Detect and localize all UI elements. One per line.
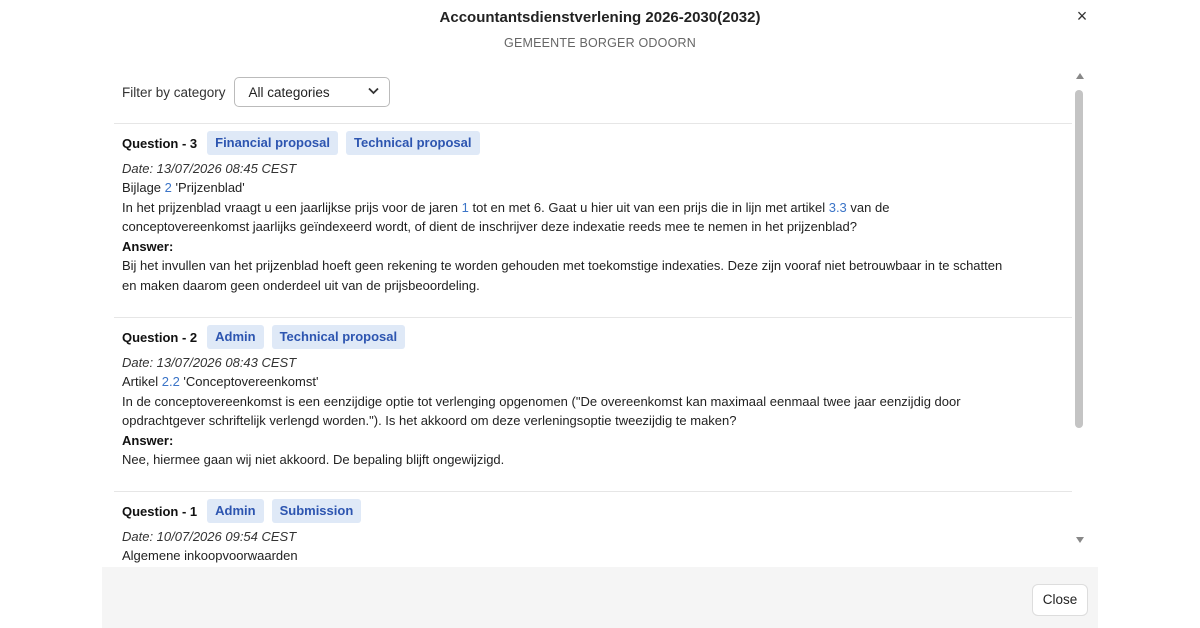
category-tag: Submission — [272, 499, 362, 523]
question-text: In de conceptovereenkomst is een eenzijdige optie tot verlenging opgenomen ("De overeenkomst kan maximaal eenmaal twee jaar eenzijdig door — [122, 393, 961, 409]
question-text: opdrachtgever schriftelijk verlengd worden."). Is het akkoord om deze verleningsoptie tweezijdig te maken? — [122, 413, 737, 428]
question-date: Date: 10/07/2026 09:54 CEST — [122, 529, 297, 544]
question-list — [114, 123, 1072, 563]
category-tag: Admin — [207, 499, 263, 523]
question-date: Date: 13/07/2026 08:45 CEST — [122, 161, 297, 176]
answer-text: Bij het invullen van het prijzenblad hoeft geen rekening te worden gehouden met toekomstige indexaties. Deze zijn vooraf niet betrouwbaar in te schatten — [122, 258, 1003, 273]
question-reference: Artikel 2.2 'Conceptovereenkomst' — [122, 374, 319, 389]
scroll-down-arrow-icon[interactable] — [1073, 536, 1087, 547]
dialog-title: Accountantsdienstverlening 2026-2030(2032) — [439, 9, 761, 26]
dialog-subtitle: GEMEENTE BORGER ODOORN — [504, 36, 696, 50]
close-icon[interactable]: × — [1076, 6, 1088, 26]
category-tag: Technical proposal — [346, 131, 480, 155]
close-button[interactable]: Close — [1032, 584, 1088, 616]
chevron-down-icon — [368, 86, 379, 98]
question-number: Question - 3 — [122, 135, 198, 151]
category-tag: Financial proposal — [207, 131, 338, 155]
category-tag: Technical proposal — [272, 325, 406, 349]
category-select[interactable] — [234, 77, 390, 107]
question-reference: Bijlage 2 'Prijzenblad' — [122, 180, 245, 195]
question-text: conceptovereenkomst jaarlijks geïndexeerd wordt, of dient de inschrijver deze indexatie reeds mee te nemen in het prijzenblad? — [122, 219, 857, 234]
answer-label: Answer: — [122, 238, 174, 254]
answer-label: Answer: — [122, 432, 174, 448]
category-tag: Admin — [207, 325, 263, 349]
question-text: Algemene inkoopvoorwaarden — [122, 548, 298, 563]
question-item — [114, 317, 1072, 491]
question-text: In het prijzenblad vraagt u een jaarlijkse prijs voor de jaren 1 tot en met 6. Gaat u hier uit van een prijs die in lijn met artikel 3.3 van de — [122, 199, 890, 215]
answer-text: en maken daarom geen onderdeel uit van de prijsbeoordeling. — [122, 277, 480, 293]
dialog-footer — [102, 567, 1098, 628]
filter-label: Filter by category — [122, 84, 226, 100]
scroll-up-arrow-icon[interactable] — [1073, 72, 1087, 83]
category-select-value: All categories — [248, 84, 330, 100]
filter-row — [122, 76, 390, 108]
question-date: Date: 13/07/2026 08:43 CEST — [122, 355, 297, 370]
scrollbar-thumb[interactable] — [1075, 90, 1083, 428]
question-number: Question - 1 — [122, 503, 198, 519]
question-number: Question - 2 — [122, 329, 198, 345]
question-item — [114, 123, 1072, 317]
answer-text: Nee, hiermee gaan wij niet akkoord. De bepaling blijft ongewijzigd. — [122, 452, 505, 467]
scrollbar[interactable] — [1073, 72, 1087, 552]
